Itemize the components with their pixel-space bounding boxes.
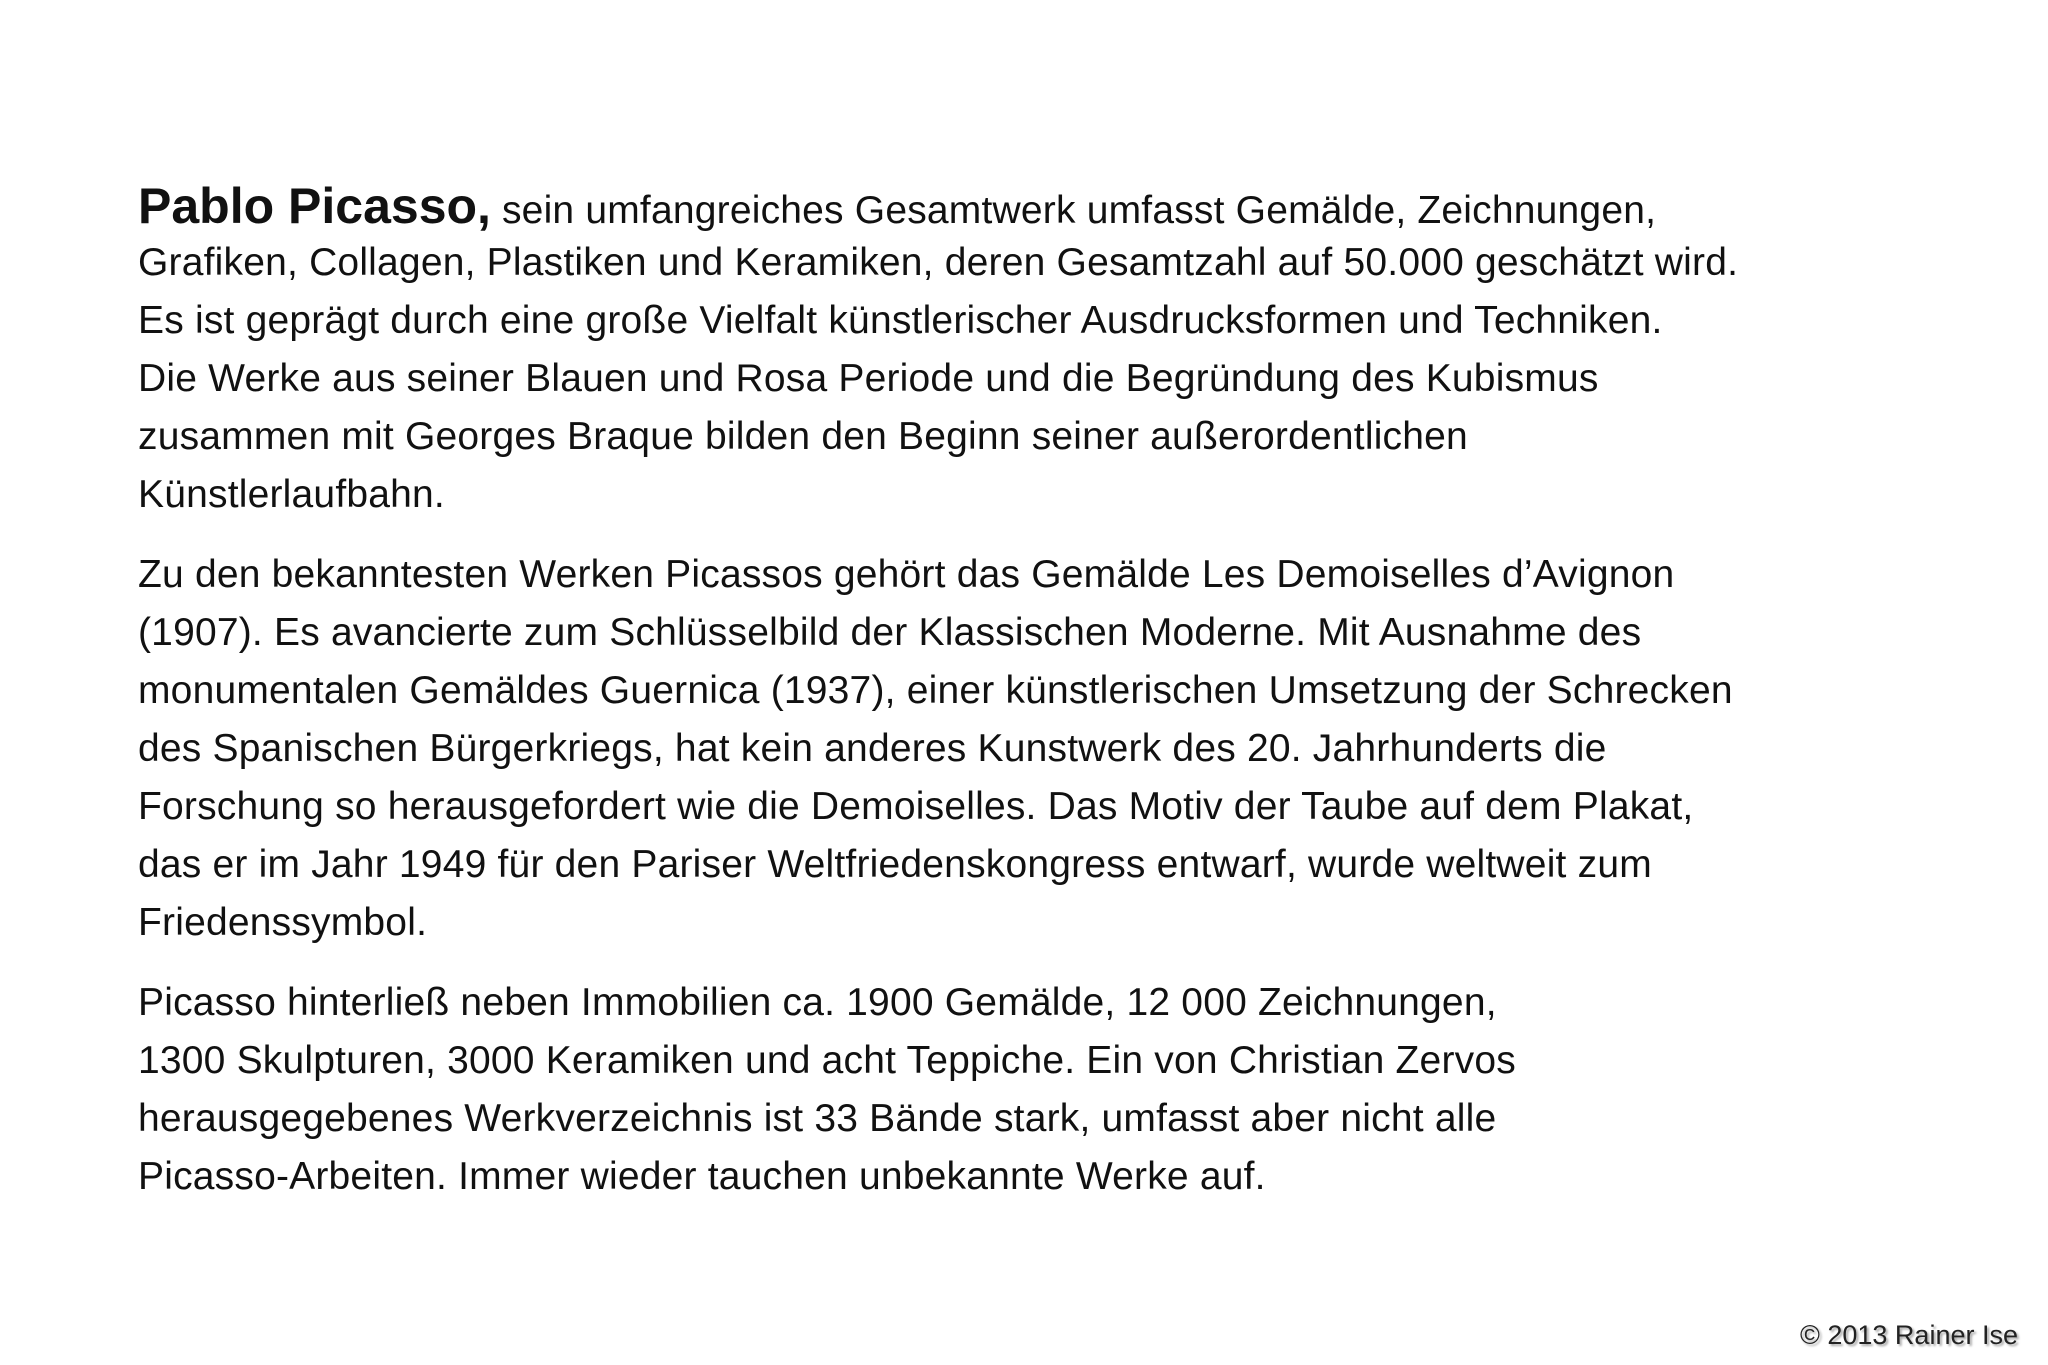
paragraph-2 (138, 546, 1978, 952)
paragraph-3-line: Picasso-Arbeiten. Immer wieder tauchen unbekannte Werke auf. (138, 1155, 1266, 1198)
paragraph-1-line: Es ist geprägt durch eine große Vielfalt künstlerischer Ausdrucksformen und Techniken. (138, 299, 1663, 342)
paragraph-3-line: herausgegebenes Werkverzeichnis ist 33 Bände stark, umfasst aber nicht alle (138, 1097, 1497, 1140)
paragraph-2-line: Forschung so herausgefordert wie die Demoiselles. Das Motiv der Taube auf dem Plakat, (138, 785, 1694, 828)
lead-name: Pablo Picasso, (138, 178, 491, 234)
paragraph-2-line: das er im Jahr 1949 für den Pariser Weltfriedenskongress entwarf, wurde weltweit zum (138, 843, 1652, 886)
paragraph-2-line: (1907). Es avancierte zum Schlüsselbild der Klassischen Moderne. Mit Ausnahme des (138, 611, 1642, 654)
paragraph-2-line: des Spanischen Bürgerkriegs, hat kein anderes Kunstwerk des 20. Jahrhunderts die (138, 727, 1607, 770)
paragraph-2-line: Zu den bekanntesten Werken Picassos gehört das Gemälde Les Demoiselles d’Avignon (138, 553, 1675, 596)
first-line-text: sein umfangreiches Gesamtwerk umfasst Gemälde, Zeichnungen, (490, 189, 1657, 232)
paragraph-2-line: monumentalen Gemäldes Guernica (1937), einer künstlerischen Umsetzung der Schrecken (138, 669, 1733, 712)
paragraph-2-line: Friedenssymbol. (138, 901, 428, 944)
paragraph-3-line: Picasso hinterließ neben Immobilien ca. 1900 Gemälde, 12 000 Zeichnungen, (138, 981, 1497, 1024)
paragraph-1-line: zusammen mit Georges Braque bilden den Beginn seiner außerordentlichen (138, 415, 1468, 458)
copyright-notice: © 2013 Rainer Ise (1799, 1320, 2018, 1350)
paragraph-3-line: 1300 Skulpturen, 3000 Keramiken und acht Teppiche. Ein von Christian Zervos (138, 1039, 1516, 1082)
paragraph-1-line: Grafiken, Collagen, Plastiken und Keramiken, deren Gesamtzahl auf 50.000 geschätzt wird. (138, 241, 1739, 284)
text-block (138, 180, 1978, 1206)
paragraph-1 (138, 180, 1978, 524)
paragraph-1-line-1 (138, 180, 1978, 234)
paragraph-1-line: Die Werke aus seiner Blauen und Rosa Periode und die Begründung des Kubismus (138, 357, 1599, 400)
paragraph-1-line: Künstlerlaufbahn. (138, 473, 445, 516)
paragraph-3 (138, 974, 1978, 1206)
